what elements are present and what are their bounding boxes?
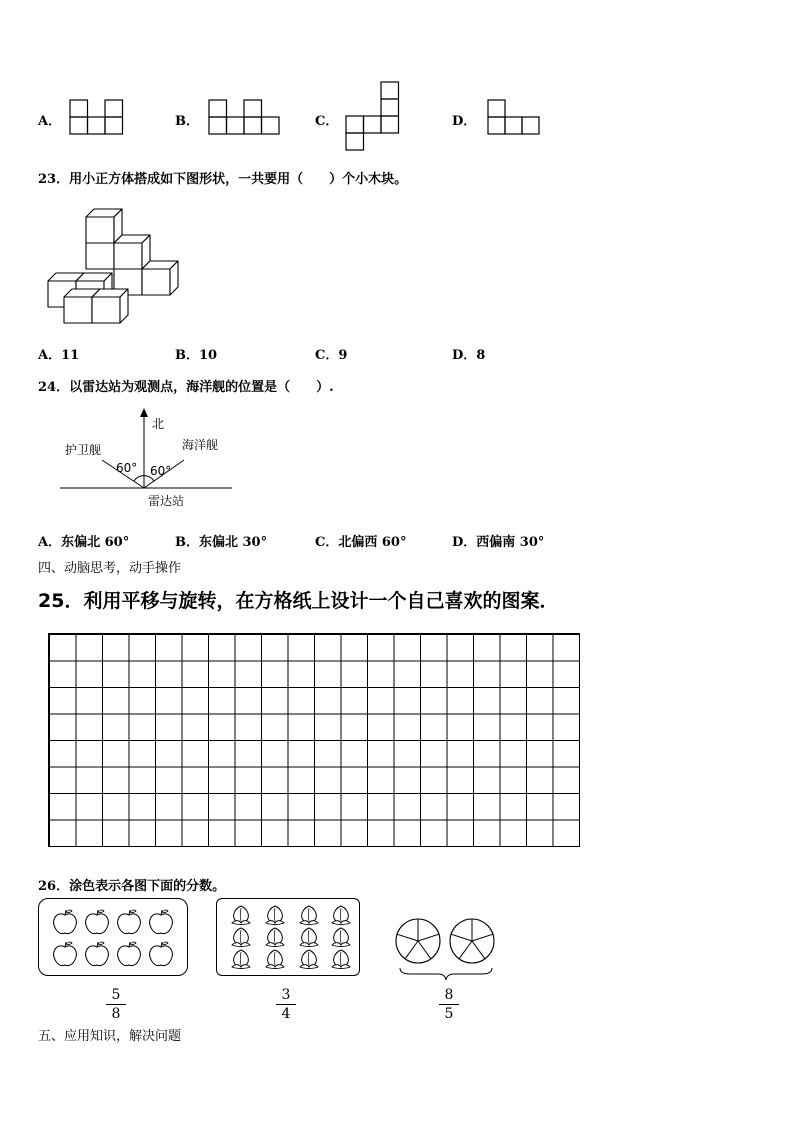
peach-box	[216, 898, 360, 976]
q23-question: 23．用小正方体搭成如下图形状，一共要用（ ）个小木块。	[38, 172, 408, 187]
fraction-circles	[439, 987, 459, 1022]
q24-angle-left: 60°	[116, 461, 138, 475]
apple-group-icon	[51, 907, 177, 971]
fraction-peaches-denominator: 4	[281, 1006, 291, 1022]
q24-north-label: 北	[152, 417, 165, 431]
fraction-peaches	[276, 987, 296, 1022]
apple-box	[38, 898, 188, 976]
fraction-apples-numerator: 5	[111, 987, 121, 1003]
q22-option-a-label: A．	[38, 114, 62, 129]
q23-option-c: C．9	[315, 348, 348, 363]
q22-option-d-label: D．	[452, 114, 477, 129]
q25-question: 25．利用平移与旋转，在方格纸上设计一个自己喜欢的图案．	[38, 590, 559, 612]
fraction-circles-denominator: 5	[444, 1006, 454, 1022]
q23-option-b: B．10	[175, 348, 218, 363]
fraction-apples-denominator: 8	[111, 1006, 121, 1022]
q24-option-b: B．东偏北 30°	[175, 535, 268, 550]
q24-escort-ship-label: 护卫舰	[65, 443, 102, 457]
q23-cube-stack-figure	[46, 207, 182, 325]
q23-option-d: D．8	[452, 348, 486, 363]
q24-angle-right: 60°	[150, 464, 172, 478]
q24-option-c: C．北偏西 60°	[315, 535, 407, 550]
q24-ocean-ship-label: 海洋舰	[182, 438, 219, 452]
fraction-apples	[106, 987, 126, 1022]
q24-question: 24．以雷达站为观测点，海洋舰的位置是（ ）.	[38, 380, 334, 395]
q22-option-b-figure	[209, 100, 281, 136]
q22-option-a-figure	[70, 100, 126, 136]
q22-option-d-figure	[488, 100, 542, 136]
section-5-heading: 五、应用知识，解决问题	[38, 1029, 182, 1044]
peach-group-icon	[227, 903, 353, 973]
q22-option-c-figure	[346, 82, 402, 152]
q25-grid-paper	[48, 633, 580, 847]
q24-option-d: D．西偏南 30°	[452, 535, 545, 550]
section-4-heading: 四、动脑思考，动手操作	[38, 561, 182, 576]
q22-option-b-label: B．	[175, 114, 199, 129]
q24-radar-label: 雷达站	[148, 494, 185, 508]
fraction-circles-numerator: 8	[444, 987, 454, 1003]
q26-question: 26．涂色表示各图下面的分数。	[38, 879, 226, 894]
fraction-peaches-numerator: 3	[281, 987, 291, 1003]
q23-option-a: A．11	[38, 348, 80, 363]
q22-option-c-label: C．	[315, 114, 339, 129]
pie-circles-figure	[394, 916, 500, 982]
q24-option-a: A．东偏北 60°	[38, 535, 130, 550]
